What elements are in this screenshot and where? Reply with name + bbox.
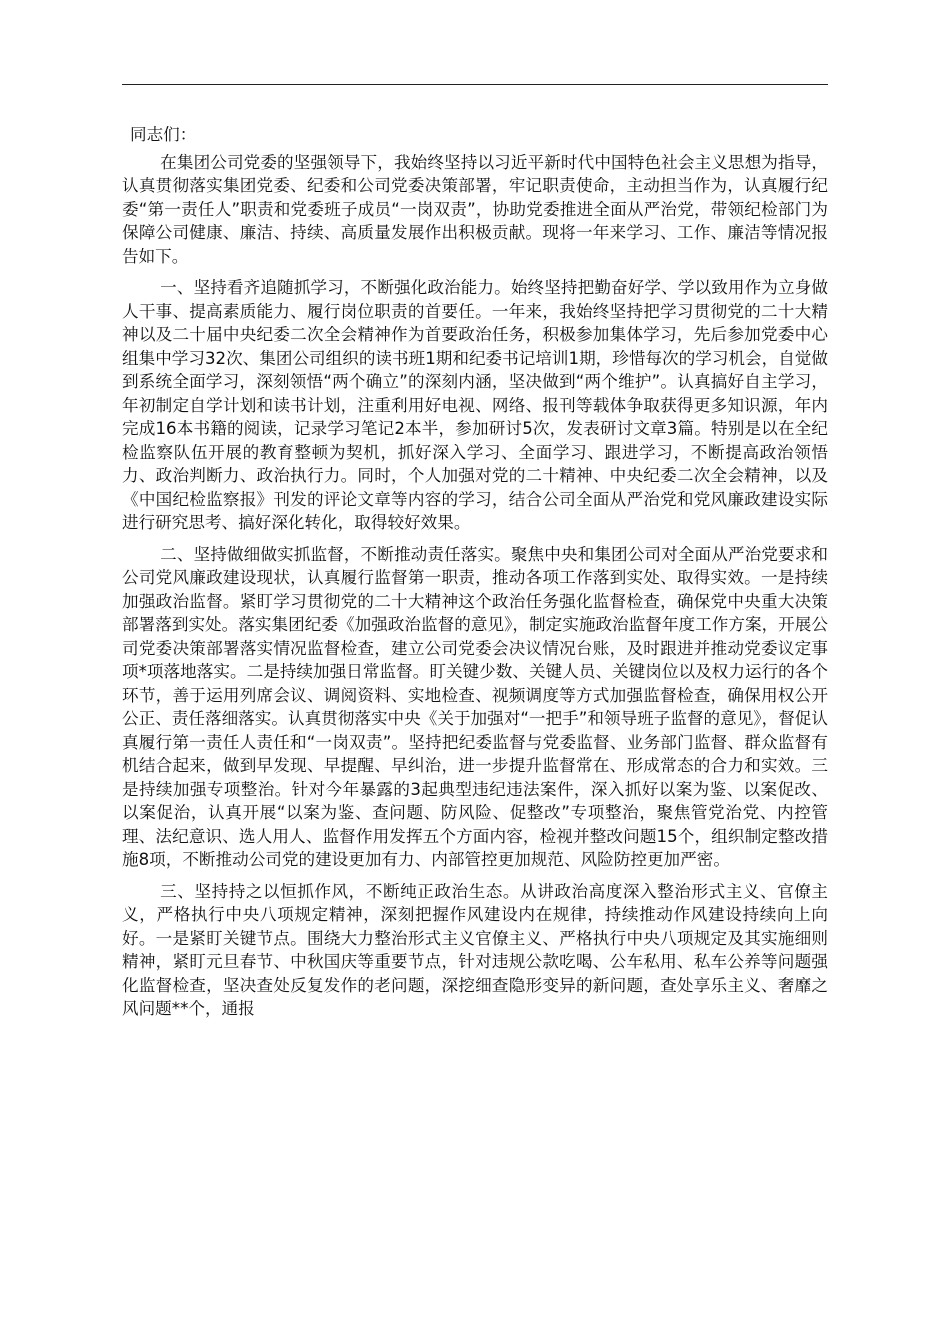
paragraph-supervision: 二、坚持做细做实抓监督，不断推动责任落实。聚焦中央和集团公司对全面从严治党要求和公司党风廉政建设现状，认真履行监督第一职责，推动各项工作落到实处、取得实效。一是持续加强政治监督。紧盯学习贯彻党的二十大精神这个政治任务强化监督检查，确保党中央重大决策部署落到实处。落实集团纪委《加强政治监督的意见》，制定实施政治监督年度工作方案，开展公司党委决策部署落实情况监督检查，建立公司党委会决议情况台账，及时跟进并推动党委议定事项*项落地落实。二是持续加强日常监督。盯关键少数、关键人员、关键岗位以及权力运行的各个环节，善于运用列席会议、调阅资料、实地检查、视频调度等方式加强监督检查，确保用权公开公正、责任落细落实。认真贯彻落实中央《关于加强对“一把手”和领导班子监督的意见》，督促认真履行第一责任人责任和“一岗双责”。坚持把纪委监督与党委监督、业务部门监督、群众监督有机结合起来，做到早发现、早提醒、早纠治，进一步提升监督常在、形成常态的合力和实效。三是持续加强专项整治。针对今年暴露的3起典型违纪违法案件，深入抓好以案为鉴、以案促改、以案促治，认真开展“以案为鉴、查问题、防风险、促整改”专项整治，聚焦管党治党、内控管理、法纪意识、选人用人、监督作用发挥五个方面内容，检视并整改问题15个，组织制定整改措施8项，不断推动公司党的建设更加有力、内部管控更加规范、风险防控更加严密。 — [122, 544, 828, 869]
header-rule — [122, 84, 828, 85]
paragraph-study: 一、坚持看齐追随抓学习，不断强化政治能力。始终坚持把勤奋好学、学以致用作为立身做人干事、提高素质能力、履行岗位职责的首要任。一年来，我始终坚持把学习贯彻党的二十大精神以及二十届中央纪委二次全会精神作为首要政治任务，积极参加集体学习，先后参加党委中心组集中学习32次、集团公司组织的读书班1期和纪委书记培训1期，珍惜每次的学习机会，自觉做到系统全面学习，深刻领悟“两个确立”的深刻内涵，坚决做到“两个维护”。认真搞好自主学习，年初制定自学计划和读书计划，注重利用好电视、网络、报刊等载体争取获得更多知识源，年内完成16本书籍的阅读，记录学习笔记2本半，参加研讨5次，发表研讨文章3篇。特别是以在全纪检监察队伍开展的教育整顿为契机，抓好深入学习、全面学习、跟进学习，不断提高政治领悟力、政治判断力、政治执行力。同时，个人加强对党的二十精神、中央纪委二次全会精神，以及《中国纪检监察报》刊发的评论文章等内容的学习，结合公司全面从严治党和党风廉政建设实际进行研究思考、搞好深化转化，取得较好效果。 — [122, 278, 828, 532]
document-body — [122, 123, 828, 1029]
salutation: 同志们： — [130, 125, 197, 144]
paragraph-intro: 在集团公司党委的坚强领导下，我始终坚持以习近平新时代中国特色社会主义思想为指导，认真贯彻落实集团党委、纪委和公司党委决策部署，牢记职责使命，主动担当作为，认真履行纪委“第一责任人”职责和党委班子成员“一岗双责”，协助党委推进全面从严治党，带领纪检部门为保障公司健康、廉洁、持续、高质量发展作出积极贡献。现将一年来学习、工作、廉洁等情况报告如下。 — [122, 152, 828, 266]
paragraph-work-style: 三、坚持持之以恒抓作风，不断纯正政治生态。从讲政治高度深入整治形式主义、官僚主义，严格执行中央八项规定精神，深刻把握作风建设内在规律，持续推动作风建设持续向上向好。一是紧盯关键节点。围绕大力整治形式主义官僚主义、严格执行中央八项规定及其实施细则精神，紧盯元旦春节、中秋国庆等重要节点，针对违规公款吃喝、公车私用、私车公养等问题强化监督检查，坚决查处反复发作的老问题，深挖细查隐形变异的新问题，查处享乐主义、奢靡之风问题**个，通报 — [122, 881, 828, 1018]
